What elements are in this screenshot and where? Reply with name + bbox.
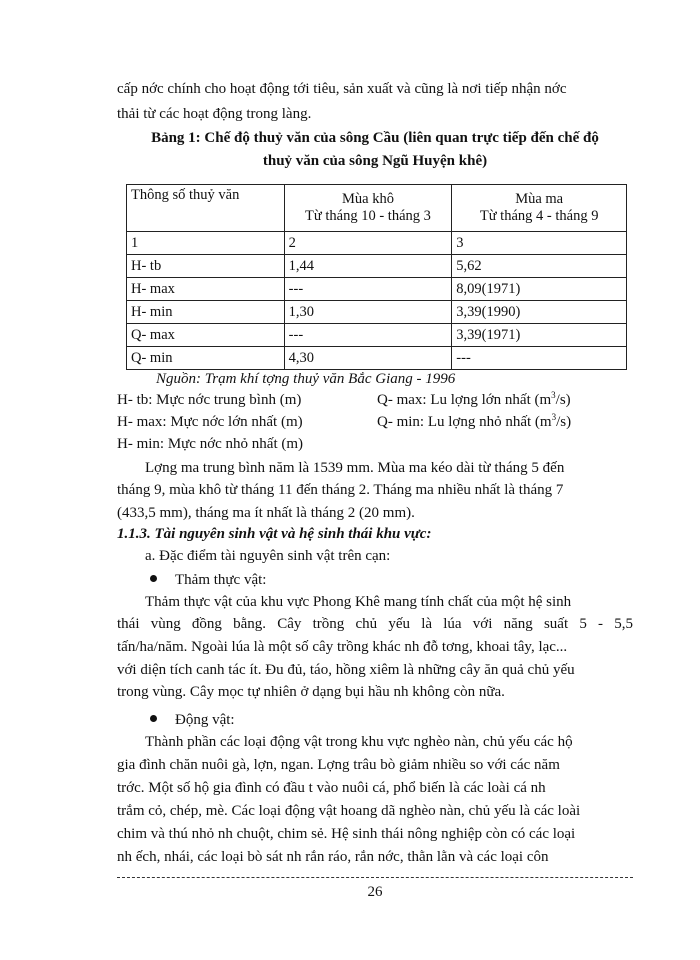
table-row (127, 301, 627, 324)
table-caption-line-2: thuỷ văn của sông Ngũ Huyện khê) (262, 153, 488, 169)
hydrology-table (126, 184, 627, 370)
table-cell: --- (452, 347, 627, 370)
bullet-icon (150, 715, 157, 722)
bullet-icon (150, 575, 157, 582)
legend-h-tb: H- tb: Mực nớc trung bình (m) (117, 392, 302, 408)
table-caption-line-1: Bảng 1: Chế độ thuỷ văn của sông Cầu (liên quan trực tiếp đến chế độ (151, 130, 599, 146)
table-row (127, 232, 627, 255)
rain-line-1: Lợng ma trung bình năm là 1539 mm. Mùa ma kéo dài từ tháng 5 đến (145, 460, 565, 476)
page-number: 26 (367, 884, 383, 900)
bullet-vegetation: Thảm thực vật: (150, 570, 266, 590)
subheading-a: a. Đặc điểm tài nguyên sinh vật trên cạn: (145, 548, 391, 564)
table-row (127, 255, 627, 278)
header-cell-parameter: Thông số thuỷ văn (127, 185, 285, 232)
rain-line-2: tháng 9, mùa khô từ tháng 11 đến tháng 2. Tháng ma nhiều nhất là tháng 7 (117, 482, 564, 498)
animal-line-4: trắm cỏ, chép, mè. Các loại động vật hoang dã nghèo nàn, chủ yếu là các loài (117, 803, 581, 819)
animal-line-1: Thành phần các loại động vật trong khu vực nghèo nàn, chủ yếu các hộ (145, 734, 573, 750)
animal-line-5: chim và thú nhỏ nh chuột, chim sẻ. Hệ sinh thái nông nghiệp còn có các loại (117, 826, 576, 842)
veg-line-1: Thảm thực vật của khu vực Phong Khê mang tính chất của một hệ sinh (145, 594, 572, 610)
table-cell: 1 (127, 232, 285, 255)
veg-line-2: thái vùng đồng bằng. Cây trồng chủ yếu là lúa với năng suất 5 - 5,5 (117, 616, 633, 632)
animal-line-2: gia đình chăn nuôi gà, lợn, ngan. Lợng trâu bò giảm nhiều so với các năm (117, 757, 560, 773)
veg-line-5: trong vùng. Cây mọc tự nhiên ở dạng bụi hầu nh không còn nữa. (117, 684, 505, 700)
table-cell: 2 (284, 232, 452, 255)
animal-line-3: trớc. Một số hộ gia đình có đầu t vào nuôi cá, phổ biến là các loài cá nh (117, 780, 546, 796)
header-cell-rainy-season: Mùa ma Từ tháng 4 - tháng 9 (452, 185, 627, 232)
table-cell: 3,39(1971) (452, 324, 627, 347)
intro-line-2: thải từ các hoạt động trong làng. (117, 106, 312, 122)
footer-divider (117, 877, 633, 878)
table-cell: 1,30 (284, 301, 452, 324)
section-heading: 1.1.3. Tài nguyên sinh vật và hệ sinh thái khu vực: (117, 526, 432, 542)
table-source: Nguồn: Trạm khí tợng thuỷ văn Bắc Giang - 1996 (156, 371, 456, 387)
table-cell: H- min (127, 301, 285, 324)
intro-line-1: cấp nớc chính cho hoạt động tới tiêu, sản xuất và cũng là nơi tiếp nhận nớc (117, 81, 567, 97)
table-cell: H- tb (127, 255, 285, 278)
table-cell: Q- min (127, 347, 285, 370)
rain-line-3: (433,5 mm), tháng ma ít nhất là tháng 2 (20 mm). (117, 505, 415, 521)
table-cell: --- (284, 324, 452, 347)
table-cell: 4,30 (284, 347, 452, 370)
table-cell: --- (284, 278, 452, 301)
legend-q-max: Q- max: Lu lợng lớn nhất $(m^3/s)$ (377, 390, 571, 408)
table-cell: 8,09(1971) (452, 278, 627, 301)
legend-h-min: H- min: Mực nớc nhỏ nhất (m) (117, 436, 304, 452)
legend-h-max: H- max: Mực nớc lớn nhất (m) (117, 414, 303, 430)
table-row (127, 324, 627, 347)
veg-line-3: tấn/ha/năm. Ngoài lúa là một số cây trồng khác nh đỗ tơng, khoai tây, lạc... (117, 639, 568, 655)
table-cell: 1,44 (284, 255, 452, 278)
animal-line-6: nh ếch, nhái, các loại bò sát nh rắn ráo, rắn nớc, thằn lằn và các loại côn (117, 849, 549, 865)
table-cell: 3,39(1990) (452, 301, 627, 324)
bullet-animals: Động vật: (150, 710, 235, 730)
table-cell: Q- max (127, 324, 285, 347)
legend-q-min: Q- min: Lu lợng nhỏ nhất $(m^3/s)$ (377, 412, 572, 430)
header-cell-dry-season: Mùa khô Từ tháng 10 - tháng 3 (284, 185, 452, 232)
table-cell: H- max (127, 278, 285, 301)
table-cell: 3 (452, 232, 627, 255)
veg-line-4: với diện tích canh tác ít. Đu đủ, táo, hồng xiêm là những cây ăn quả chủ yếu (117, 662, 575, 678)
table-cell: 5,62 (452, 255, 627, 278)
table-header-row (127, 185, 627, 232)
table-row (127, 278, 627, 301)
table-row (127, 347, 627, 370)
